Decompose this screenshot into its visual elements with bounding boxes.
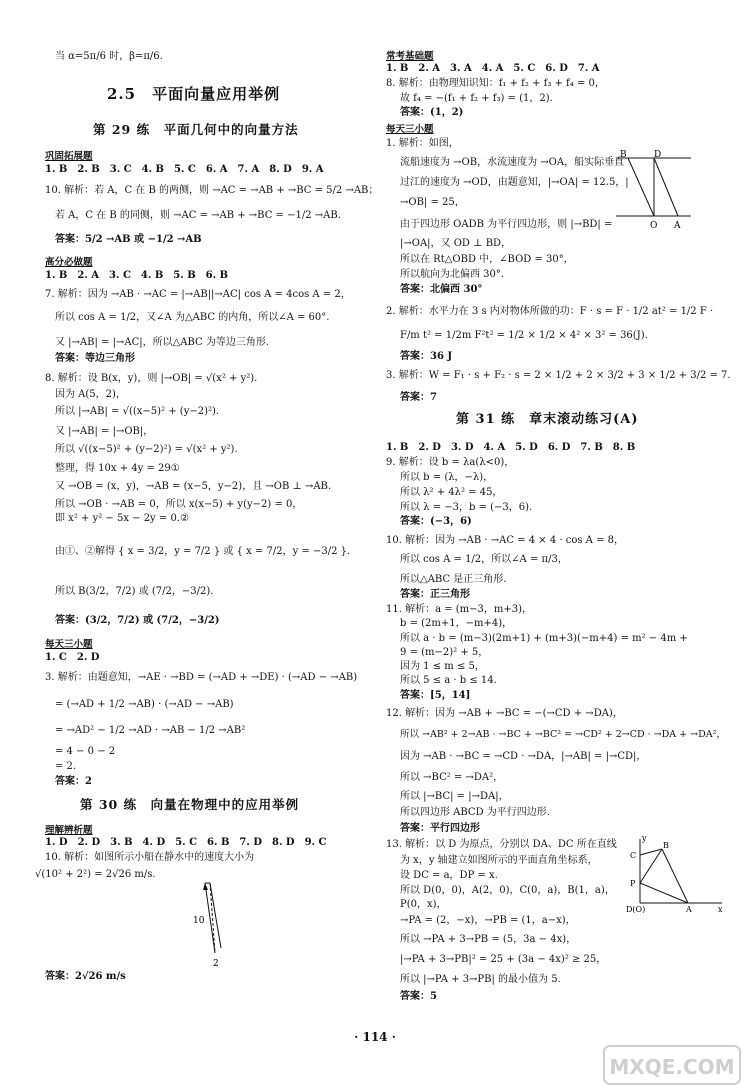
text-line: 所以 |→AB| = √((x−5)² + (y−2)²). [55, 406, 220, 417]
answer-line: 答案：5 [400, 991, 437, 1002]
text-line: F/m t² = 1/2m F²t² = 1/2 × 1/2 × 4² × 3² = 36(J). [400, 330, 648, 341]
text-line: 所以 →OB · →AB = 0，所以 x(x−5) + y(y−2) = 0， [55, 499, 303, 510]
text-line: 10. 解析：因为 →AB · →AC = 4 × 4 · cos A = 8， [386, 535, 624, 546]
label-O: O [650, 221, 658, 230]
coordinate-trapezoid-figure [626, 835, 726, 913]
subheading: 每天三小题 [386, 124, 434, 135]
answer-key: 1. B 2. A 3. A 4. A 5. C 6. D 7. A [386, 63, 600, 74]
section-title: 2.5 平面向量应用举例 [107, 85, 281, 103]
answer-line: 答案：平行四边形 [400, 823, 480, 834]
text-line: 7. 解析：因为 →AB · →AC = |→AB||→AC| cos A = 4cos A = 2， [45, 289, 351, 300]
text-line: 故 f₄ = −(f₁ + f₂ + f₃) = (1，2). [400, 93, 553, 104]
subheading: 巩固拓展题 [45, 151, 93, 162]
text-line: 由于四边形 OADB 为平行四边形，则 |→BD| = [400, 219, 613, 230]
label-C: C [630, 851, 637, 860]
text-line: 所以 →BC² = →DA²， [400, 772, 504, 783]
text-line: = 2. [55, 761, 77, 772]
answer-line: 答案：正三角形 [400, 589, 470, 600]
label-B: B [620, 150, 627, 160]
answer-key: 1. B 2. A 3. C 4. B 5. B 6. B [45, 270, 229, 281]
river-crossing-figure [616, 148, 696, 230]
label-DO: D(O) [626, 905, 646, 913]
text-line: 当 α=5π/6 时，β=π/6. [55, 51, 163, 62]
text-line: 所以 b = (λ，−λ)， [400, 472, 494, 483]
answer-line: 答案：36 J [400, 351, 453, 362]
text-line: 9. 解析：设 b = λa(λ<0)， [386, 457, 515, 468]
answer-key: 1. C 2. D [45, 652, 100, 663]
label-y: y [642, 835, 647, 843]
lesson-title: 第 29 练 平面几何中的向量方法 [93, 122, 299, 137]
text-line: 所以 B(3/2，7/2) 或 (7/2，−3/2). [55, 586, 214, 597]
answer-line: 答案：7 [400, 392, 437, 403]
text-line: P(0，x)， [400, 899, 447, 910]
text-line: 因为 →AB · →BC = →CD · →DA，|→AB| = |→CD|， [400, 751, 647, 762]
answer-line: 答案：(−3，6) [400, 516, 472, 527]
text-line: b = (2m+1，−m+4)， [400, 618, 513, 629]
subheading: 理解辨析题 [45, 825, 93, 836]
answer-line: 答案：[5，14] [400, 690, 471, 701]
label-A: A [674, 221, 681, 230]
text-line: 所以 cos A = 1/2，所以∠A = π/3， [400, 554, 568, 565]
text-line: 3. 解析：由题意知，→AE · →BD = (→AD + →DE) · (→AD − →AB) [45, 672, 358, 683]
text-line: 2. 解析：水平力在 3 s 内对物体所做的功：F · s = F · 1/2 at² = 1/2 F · [386, 306, 714, 317]
answer-line: 答案：等边三角形 [55, 353, 135, 364]
text-line: 9 = (m−2)² + 5， [400, 647, 489, 658]
text-line: 所以 |→PA + 3→PB| 的最小值为 5. [400, 974, 561, 985]
text-line: 10. 解析：若 A，C 在 B 的两侧，则 →AC = →AB + →BC = 5/2 →AB； [45, 185, 379, 196]
answer-line: 答案：5/2 →AB 或 −1/2 →AB [55, 234, 202, 245]
text-line: 又 |→AB| = |→AC|，所以△ABC 为等边三角形. [55, 337, 270, 348]
text-line: 又 →OB = (x，y)，→AB = (x−5，y−2)，且 →OB ⊥ →AB. [55, 481, 332, 492]
answer-key: 1. D 2. D 3. B 4. D 5. C 6. B 7. D 8. D 9. C [45, 837, 327, 848]
answer-line: 答案：2√26 m/s [45, 971, 126, 982]
text-line: 过江的速度为 →OD，由题意知，|→OA| = 12.5，| [400, 177, 629, 188]
text-line: 12. 解析：因为 →AB + →BC = −(→CD + →DA)， [386, 708, 623, 719]
subheading: 高分必做题 [45, 257, 93, 268]
text-line: 所以 a · b = (m−3)(2m+1) + (m+3)(−m+4) = m² − 4m + [400, 633, 688, 644]
text-line: 设 DC = a，DP = x. [400, 870, 498, 881]
label-P: P [630, 879, 636, 888]
text-line: 10. 解析：如图所示小船在静水中的速度大小为 [45, 852, 255, 863]
text-line: 整理，得 10x + 4y = 29① [55, 463, 180, 474]
label-2: 2 [213, 959, 219, 968]
text-line: 若 A，C 在 B 的同侧，则 →AC = →AB + →BC = −1/2 →AB. [55, 210, 341, 221]
text-line: 流船速度为 →OB，水流速度为 →OA，船实际垂直 [400, 157, 625, 168]
subheading: 每天三小题 [45, 639, 93, 650]
text-line: 即 x² + y² − 5x − 2y = 0.② [55, 513, 189, 524]
label-B: B [663, 841, 669, 850]
text-line: = 4 − 0 − 2 [55, 746, 116, 757]
text-line: = →AD² − 1/2 →AD · →AB − 1/2 →AB² [55, 725, 246, 736]
text-line: 所以 5 ≤ a · b ≤ 14. [400, 675, 497, 686]
text-line: →OB| = 25， [400, 197, 465, 208]
answer-key: 1. B 2. B 3. C 4. B 5. C 6. A 7. A 8. D 9. A [45, 164, 324, 175]
answer-line: 答案：(3/2，7/2) 或 (7/2，−3/2) [55, 615, 220, 626]
text-line: 所以航向为北偏西 30°. [400, 269, 505, 280]
text-line: 所以 →AB² + 2→AB · →BC + →BC² = →CD² + 2→CD · →DA + →DA²， [400, 729, 726, 740]
label-D: D [654, 150, 662, 160]
text-line: 所以四边形 ABCD 为平行四边形. [400, 807, 550, 818]
text-line: 所以 cos A = 1/2，又∠A 为△ABC 的内角，所以∠A = 60°. [55, 312, 330, 323]
answer-key: 1. B 2. D 3. D 4. A 5. D 6. D 7. B 8. B [386, 442, 636, 453]
text-line: √(10² + 2²) = 2√26 m/s. [35, 869, 156, 880]
text-line: 3. 解析：W = F₁ · s + F₂ · s = 2 × 1/2 + 2 × 3/2 + 3 × 1/2 + 3/2 = 7. [386, 370, 731, 381]
text-line: 所以 →PA + 3→PB = (5，3a − 4x)， [400, 934, 577, 945]
lesson-title: 第 31 练 章末滚动练习(A) [456, 412, 639, 427]
watermark-text: MXQE.COM [609, 1055, 735, 1079]
text-line: 所以 √((x−5)² + (y−2)²) = √(x² + y²). [55, 444, 238, 455]
boat-velocity-figure [185, 878, 245, 968]
answer-line: 答案：(1，2) [400, 107, 464, 118]
text-line: 8. 解析：设 B(x，y)，则 |→OB| = √(x² + y²). [45, 373, 258, 384]
text-line: 所以 |→BC| = |→DA|， [400, 791, 509, 802]
text-line: 11. 解析：a = (m−3，m+3)， [386, 604, 533, 615]
text-line: 为 x，y 轴建立如图所示的平面直角坐标系， [400, 855, 598, 866]
text-line: 所以 λ = −3，b = (−3，6). [400, 502, 533, 513]
text-line: 由①、②解得 { x = 3/2，y = 7/2 } 或 { x = 7/2，y = −3/2 }. [55, 546, 351, 557]
text-line: 因为 A(5，2)， [55, 389, 126, 400]
text-line: 1. 解析：如图， [386, 138, 459, 149]
text-line: = (→AD + 1/2 →AB) · (→AD − →AB) [55, 699, 234, 710]
text-line: 所以在 Rt△OBD 中，∠BOD = 30°， [400, 254, 574, 265]
text-line: →PA = (2，−x)，→PB = (1，a−x)， [400, 915, 576, 926]
label-A: A [686, 905, 692, 913]
text-line: |→OA|，又 OD ⊥ BD， [400, 238, 512, 249]
text-line: 所以 D(0，0)，A(2，0)，C(0，a)，B(1，a)， [400, 885, 615, 896]
text-line: 13. 解析：以 D 为原点，分别以 DA、DC 所在直线 [386, 839, 617, 850]
text-line: 所以△ABC 是正三角形. [400, 574, 507, 585]
text-line: 8. 解析：由物理知识知：f₁ + f₂ + f₃ + f₄ = 0， [386, 78, 605, 89]
text-line: 因为 1 ≤ m ≤ 5， [400, 661, 485, 672]
text-line: 又 |→AB| = |→OB|， [55, 426, 154, 437]
page-number: · 114 · [354, 1030, 396, 1044]
watermark-logo [602, 1044, 742, 1086]
lesson-title: 第 30 练 向量在物理中的应用举例 [80, 797, 300, 812]
answer-line: 答案：2 [55, 776, 92, 787]
answer-line: 答案：北偏西 30° [400, 284, 483, 295]
label-10: 10 [193, 916, 205, 926]
label-x: x [718, 905, 723, 913]
text-line: |→PA + 3→PB|² = 25 + (3a − 4x)² ≥ 25， [400, 954, 607, 965]
subheading: 常考基础题 [386, 51, 434, 62]
text-line: 所以 λ² + 4λ² = 45， [400, 487, 503, 498]
